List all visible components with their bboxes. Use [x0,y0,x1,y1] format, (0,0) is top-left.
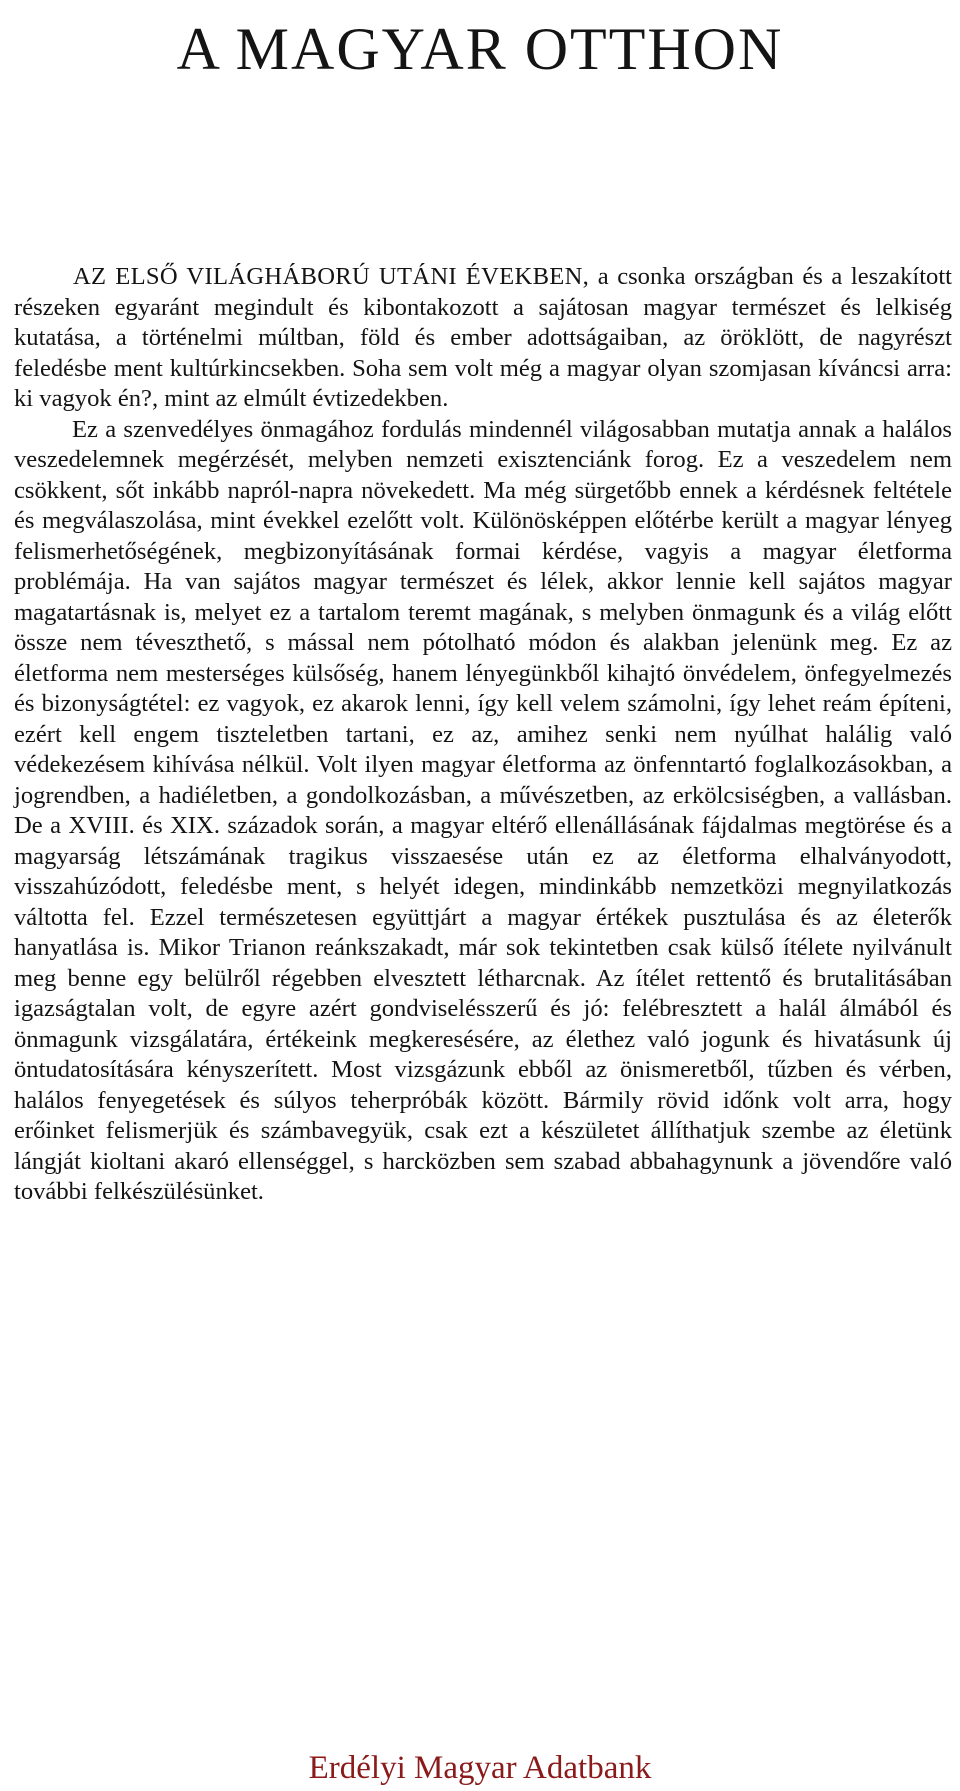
page-title: A MAGYAR OTTHON [176,16,784,82]
paragraph-lead-caps: AZ ELSŐ VILÁGHÁBORÚ UTÁNI ÉVEKBEN, [73,263,590,290]
article-body [14,262,952,1208]
paragraph-intro [14,262,952,415]
paragraph-intro-text: a csonka országban és a leszakított részeken egyaránt megindult és kibontakozott a sajátosan magyar természet és lelkiség kutatása, a történelmi múltban, föld és ember adottságaiban, az öröklött, de nagyrészt feledésbe ment kultúrkincsekben. Soha sem volt még a magyar olyan szomjasan kíváncsi arra: ki vagyok én?, mint az elmúlt évtizedekben. [14,263,952,412]
source-watermark: Erdélyi Magyar Adatbank [308,1750,652,1786]
paragraph-main: Ez a szenvedélyes önmagához fordulás mindennél világosabban mutatja annak a halálos veszedelemnek megérzését, melyben nemzeti exisztenciánk forog. Ez a veszedelem nem csökkent, sőt inkább napról-napra növekedett. Ma még sürgetőbb ennek a kérdésnek feltétele és megválaszolása, mint évekkel ezelőtt volt. Különösképpen előtérbe került a magyar lényeg felismerhetőségének, megbizonyításának formai kérdése, vagyis a magyar életforma problémája. Ha van sajátos magyar természet és lélek, akkor lennie kell sajátos magyar magatartásnak is, melyet ez a tartalom teremt magának, s melyben önmagunk és a világ előtt össze nem téveszthető, s mással nem pótolható módon és alakban jelenünk meg. Ez az életforma nem mesterséges külsőség, hanem lényegünkből kihajtó önvédelem, önfegyelmezés és bizonyságtétel: ez vagyok, ez akarok lenni, így kell velem számolni, így lehet reám építeni, ezért kell engem tiszteletben tartani, ez az, amihez senki nem nyúlhat halálig való védekezésem kihívása nélkül. Volt ilyen magyar életforma az önfenntartó foglalkozásokban, a jogrendben, a hadiéletben, a gondolkozásban, a művészetben, az erkölcsiségben, a vallásban. De a XVIII. és XIX. századok során, a magyar eltérő ellenállásának fájdalmas megtörése és a magyarság létszámának tragikus visszaesése után ez az életforma elhalványodott, visszahúzódott, feledésbe ment, s helyét idegen, mindinkább nemzetközi megnyilatkozás váltotta fel. Ezzel természetesen együttjárt a magyar értékek pusztulása és az életerők hanyatlása is. Mikor Trianon reánkszakadt, már sok tekintetben csak külső ítélete nyilvánult meg benne egy belülről régebben elvesztett létharcnak. Az ítélet rettentő és brutalitásában igazságtalan volt, de egyre azért gondviselésszerű és jó: felébresztett a halál álmából és önmagunk vizsgálatára, értékeink megkeresésére, az élethez való jogunk és hivatásunk új öntudatosítására kényszerített. Most vizsgázunk ebből az önismeretből, tűzben és vérben, halálos fenyegetések és súlyos teherpróbák között. Bármily rövid időnk volt arra, hogy erőinket felismerjük és számbavegyük, csak ezt a készületet állíthatjuk szembe az életünk lángját kioltani akaró ellenséggel, s harcközben sem szabad abbahagynunk a jövendőre való további felkészülésünket. [14,415,952,1205]
